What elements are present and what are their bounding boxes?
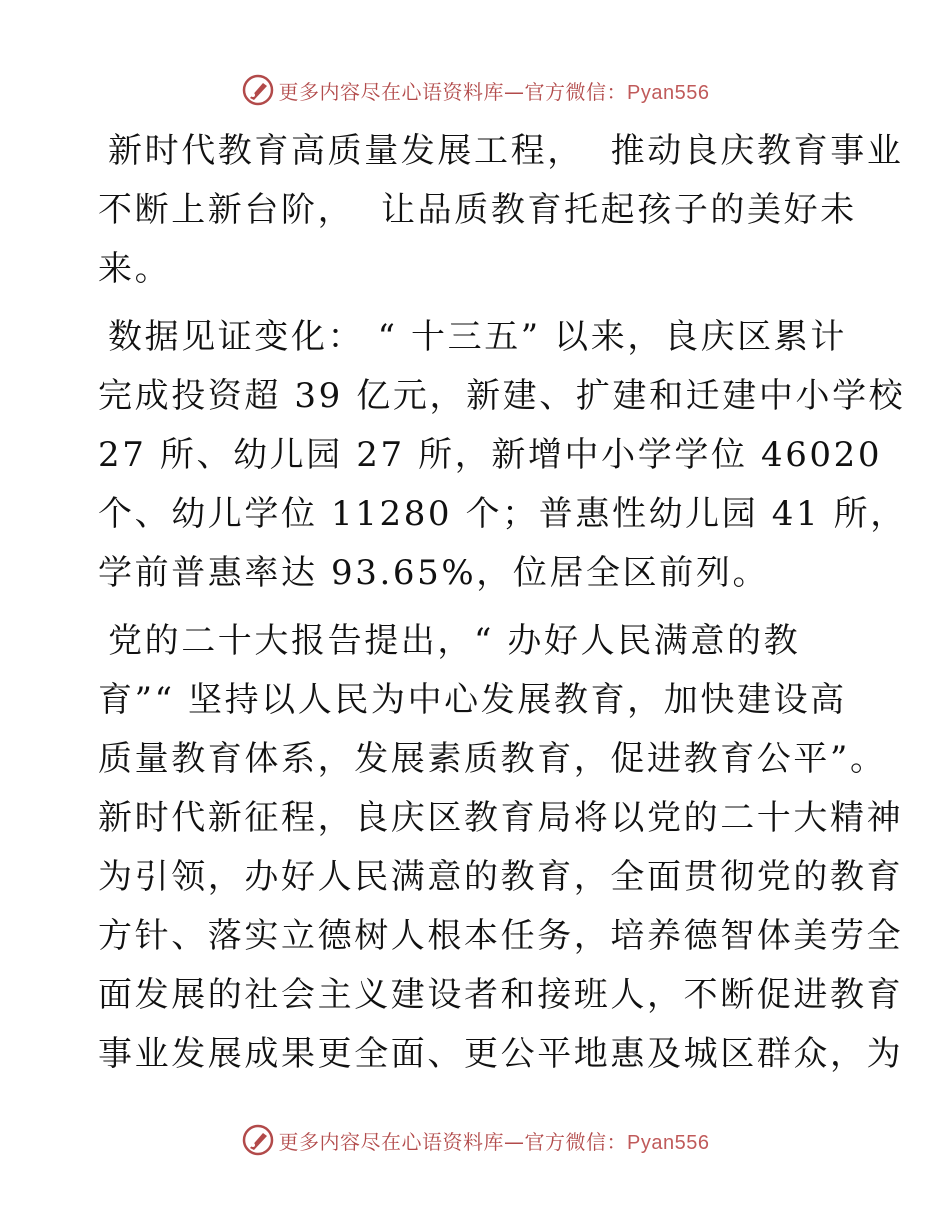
banner-slogan: 更多内容尽在心语资料库—官方微信： — [278, 1129, 628, 1154]
pen-nib-logo-icon — [241, 73, 275, 107]
banner-text — [279, 76, 710, 105]
banner-slogan: 更多内容尽在心语资料库—官方微信： — [278, 79, 628, 104]
banner-wechat-handle: Pyan556 — [627, 81, 710, 104]
text-line: 党的二十大报告提出，“ 办好人民满意的教 — [108, 621, 801, 661]
text-line: 学前普惠率达 93.65%，位居全区前列。 — [98, 553, 770, 593]
text-line: 面发展的社会主义建设者和接班人，不断促进教育 — [98, 975, 904, 1015]
header-banner — [0, 70, 950, 110]
paragraph-2 — [98, 308, 907, 603]
text-line: 数据见证变化： “ 十三五” 以来，良庆区累计 — [108, 317, 847, 357]
document-body — [98, 122, 907, 1093]
text-line: 个、幼儿学位 11280 个；普惠性幼儿园 41 所， — [98, 494, 907, 534]
text-line: 完成投资超 39 亿元，新建、扩建和迁建中小学校 — [98, 376, 906, 416]
text-line: 新时代教育高质量发展工程， 推动良庆教育事业 — [108, 131, 904, 171]
text-line: 质量教育体系，发展素质教育，促进教育公平”。 — [98, 739, 887, 779]
paragraph-1 — [98, 122, 904, 299]
text-line: 事业发展成果更全面、更公平地惠及城区群众，为 — [98, 1034, 904, 1074]
footer-banner — [0, 1120, 950, 1160]
text-line: 来。 — [98, 249, 172, 289]
text-line: 27 所、幼儿园 27 所，新增中小学学位 46020 — [98, 435, 883, 475]
text-line: 方针、落实立德树人根本任务，培养德智体美劳全 — [98, 916, 904, 956]
paragraph-3 — [98, 612, 904, 1084]
text-line: 为引领，办好人民满意的教育，全面贯彻党的教育 — [98, 857, 904, 897]
banner-text — [279, 1126, 710, 1155]
text-line: 育”“ 坚持以人民为中心发展教育，加快建设高 — [98, 680, 847, 720]
banner-wechat-handle: Pyan556 — [627, 1131, 710, 1154]
text-line: 新时代新征程，良庆区教育局将以党的二十大精神 — [98, 798, 904, 838]
pen-nib-logo-icon — [241, 1123, 275, 1157]
text-line: 不断上新台阶， 让品质教育托起孩子的美好未 — [98, 190, 857, 230]
